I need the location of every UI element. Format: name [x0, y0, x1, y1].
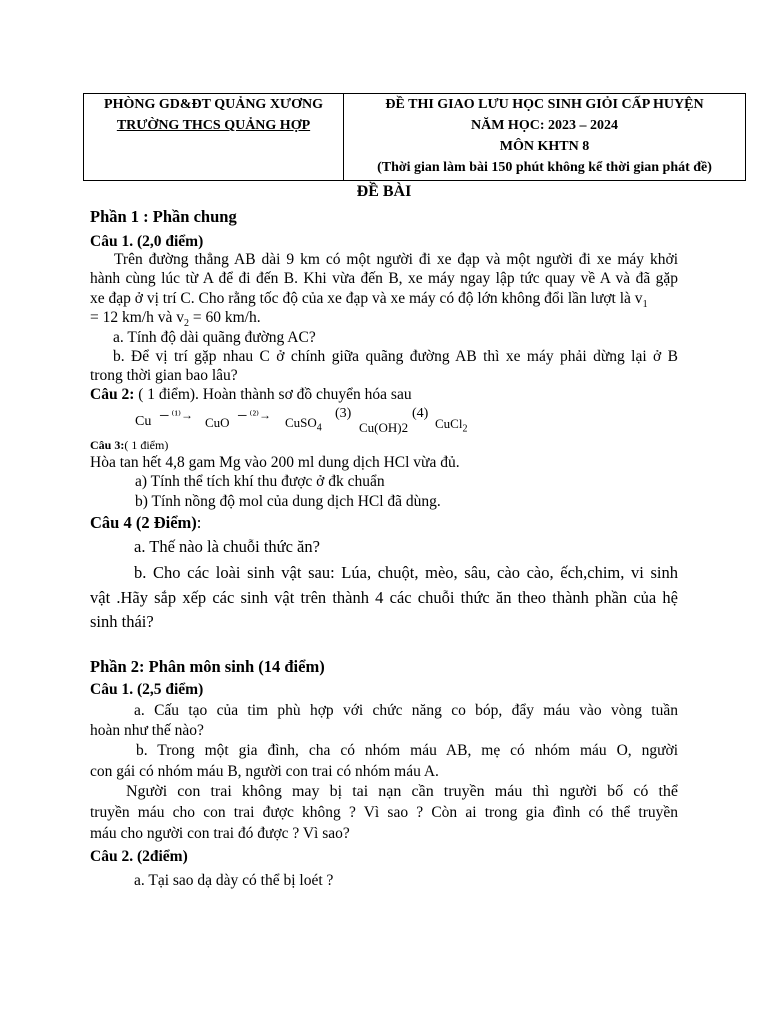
p1-q4-b1: b. Cho các loài sinh vật sau: Lúa, chuột, mèo, sâu, cào cào, ếch,chim, vi sinh [134, 563, 678, 582]
scheme-cuso4-sub: 4 [316, 422, 322, 434]
p1-q4-colon: : [196, 513, 202, 532]
department-name: PHÒNG GD&ĐT QUẢNG XƯƠNG [104, 97, 323, 112]
p1-q1-b1: b. Để vị trí gặp nhau C ở chính giữa quãng đường AB thì xe máy phải dừng lại ở B [113, 348, 678, 365]
p2-q1-c2: truyền máu cho con trai được không ? Vì sao ? Còn ai trong gia đình có thể truyền [90, 804, 678, 821]
p1-q1-b2: trong thời gian bao lâu? [90, 367, 238, 384]
scheme-cucl2 [435, 416, 467, 435]
p2-q1-a2: hoàn như thế nào? [90, 722, 204, 739]
p1-q3-points: ( 1 điểm) [124, 438, 169, 452]
page-title: ĐỀ BÀI [356, 183, 412, 200]
p2-q2-label: Câu 2. (2điểm) [90, 848, 188, 865]
p2-q2-a: a. Tại sao dạ dày có thể bị loét ? [134, 872, 334, 889]
p1-q4-b3: sinh thái? [90, 612, 154, 631]
p1-q4-label-line [90, 513, 678, 532]
school-year: NĂM HỌC: 2023 – 2024 [471, 118, 618, 133]
scheme-cuo: CuO [205, 415, 230, 430]
time-limit: (Thời gian làm bài 150 phút không kể thời gian phát đề) [377, 160, 712, 175]
scheme-cu: Cu [135, 414, 152, 429]
p2-q1-a1: a. Cấu tạo của tim phù hợp với chức năng co bóp, đẩy máu vào vòng tuần [134, 702, 678, 719]
exam-name: ĐỀ THI GIAO LƯU HỌC SINH GIỎI CẤP HUYỆN [385, 97, 704, 112]
school-info-cell [84, 94, 344, 181]
v2-subscript: 2 [183, 318, 189, 330]
scheme-cuso4-text: CuSO [285, 415, 317, 430]
scheme-cuoh2: Cu(OH)2 [359, 420, 409, 435]
p1-q4-a: a. Thế nào là chuỗi thức ăn? [134, 537, 320, 556]
subject: MÔN KHTN 8 [499, 139, 590, 154]
p1-q2-label: Câu 2: [90, 386, 135, 403]
p2-q1-c1: Người con trai không may bị tai nạn cần truyền máu thì người bố có thể [126, 783, 678, 800]
p1-q3-text: Hòa tan hết 4,8 gam Mg vào 200 ml dung dịch HCl vừa đủ. [90, 454, 460, 471]
p1-q2-line [90, 385, 678, 404]
p1-q1-line3-text: xe đạp ở vị trí C. Cho rằng tốc độ của xe đạp và xe máy có độ lớn không đổi lần lượt là v [90, 290, 643, 307]
v1-subscript: 1 [642, 299, 648, 311]
p2-q1-b2: con gái có nhóm máu B, người con trai có nhóm máu A. [90, 763, 439, 780]
p1-q4-label: Câu 4 (2 Điểm) [90, 513, 197, 532]
p1-q1-line4-end: = 60 km/h. [188, 309, 261, 326]
p1-q1-line2: hành cùng lúc từ A để đi đến B. Khi vừa đến B, xe máy ngay lập tức quay về A và đã gặp [90, 270, 678, 287]
scheme-step-3: (3) [335, 406, 352, 421]
p1-q1-a: a. Tính độ dài quãng đường AC? [113, 329, 316, 346]
scheme-cucl2-sub: 2 [462, 423, 468, 435]
p1-q1-line1: Trên đường thẳng AB dài 9 km có một người đi xe đạp và một người đi xe máy khởi [114, 251, 678, 268]
scheme-step-4: (4) [412, 406, 429, 421]
scheme-arrow-2: ─ ⁽²⁾→ [238, 408, 271, 422]
scheme-arrow-1: ─ ⁽¹⁾→ [160, 408, 193, 422]
p1-q3-label: Câu 3: [90, 438, 125, 452]
reaction-scheme [135, 406, 535, 434]
p1-q4-b2: vật .Hãy sắp xếp các sinh vật trên thành 4 các chuỗi thức ăn theo thành phần của hệ [90, 588, 678, 607]
exam-header-table [83, 93, 746, 181]
p1-q1-line4-text: = 12 km/h và v [90, 309, 184, 326]
p1-q3-b: b) Tính nồng độ mol của dung dịch HCl đã dùng. [135, 493, 441, 510]
p2-q1-c3: máu cho người con trai đó được ? Vì sao? [90, 825, 350, 842]
part1-heading: Phần 1 : Phần chung [90, 207, 237, 226]
scheme-cuso4 [285, 415, 322, 434]
p1-q1-label: Câu 1. (2,0 điểm) [90, 233, 204, 250]
scheme-cucl2-text: CuCl [435, 416, 463, 431]
part2-heading: Phần 2: Phân môn sinh (14 điểm) [90, 657, 325, 676]
exam-info-cell [344, 94, 746, 181]
p2-q1-label: Câu 1. (2,5 điểm) [90, 681, 204, 698]
p2-q1-b1: b. Trong một gia đình, cha có nhóm máu AB, mẹ có nhóm máu O, người [136, 742, 678, 759]
school-name: TRƯỜNG THCS QUẢNG HỢP [116, 118, 311, 133]
p1-q2-text: ( 1 điểm). Hoàn thành sơ đồ chuyển hóa sau [134, 386, 412, 403]
p1-q3-a: a) Tính thể tích khí thu được ở đk chuẩn [135, 473, 385, 490]
